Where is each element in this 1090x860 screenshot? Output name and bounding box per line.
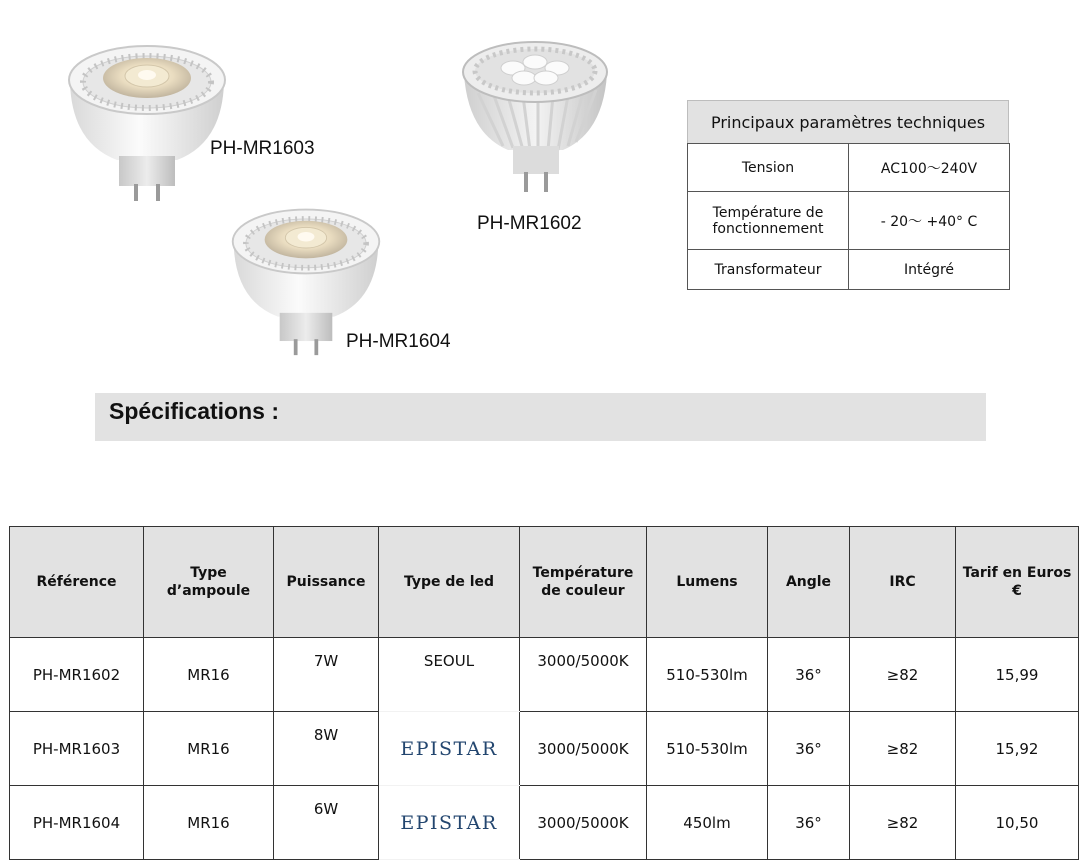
technical-params-table — [687, 100, 1009, 290]
param-row — [688, 250, 1010, 290]
header-color-temperature: Température de couleur — [520, 527, 647, 638]
cell-led-type: SEOUL — [379, 638, 520, 712]
cell-lumens: 450lm — [647, 786, 768, 860]
table-header-row — [10, 527, 1079, 638]
cell-led-type — [379, 786, 520, 860]
cell-bulb-type: MR16 — [144, 786, 274, 860]
cell-irc: ≥82 — [850, 786, 956, 860]
cell-price: 15,92 — [956, 712, 1079, 786]
specifications-title: Spécifications : — [109, 398, 279, 424]
cell-angle: 36° — [768, 786, 850, 860]
param-value: AC100～240V — [849, 144, 1010, 192]
cell-power: 6W — [274, 786, 379, 860]
header-power: Puissance — [274, 527, 379, 638]
cell-irc: ≥82 — [850, 712, 956, 786]
cell-bulb-type: MR16 — [144, 712, 274, 786]
specifications-table — [9, 526, 1079, 860]
cell-reference: PH-MR1602 — [10, 638, 144, 712]
cell-price: 15,99 — [956, 638, 1079, 712]
table-row — [10, 712, 1079, 786]
cell-reference: PH-MR1604 — [10, 786, 144, 860]
param-row — [688, 192, 1010, 250]
cell-color-temperature: 3000/5000K — [520, 786, 647, 860]
header-price: Tarif en Euros € — [956, 527, 1079, 638]
cell-lumens: 510-530lm — [647, 712, 768, 786]
header-bulb-type: Type d’ampoule — [144, 527, 274, 638]
cell-lumens: 510-530lm — [647, 638, 768, 712]
param-name: Transformateur — [688, 250, 849, 290]
epistar-logo: EPISTAR — [400, 737, 498, 760]
product-label-mr1603: PH-MR1603 — [210, 138, 315, 159]
epistar-logo: EPISTAR — [400, 811, 498, 834]
cell-bulb-type: MR16 — [144, 638, 274, 712]
header-lumens: Lumens — [647, 527, 768, 638]
header-reference: Référence — [10, 527, 144, 638]
cell-led-type — [379, 712, 520, 786]
table-row — [10, 638, 1079, 712]
technical-params-title: Principaux paramètres techniques — [687, 100, 1009, 143]
bulb-image-mr1603 — [62, 38, 232, 203]
param-name: Tension — [688, 144, 849, 192]
header-led-type: Type de led — [379, 527, 520, 638]
cell-angle: 36° — [768, 638, 850, 712]
param-row — [688, 144, 1010, 192]
param-value: - 20～ +40° C — [849, 192, 1010, 250]
cell-power: 8W — [274, 712, 379, 786]
table-row — [10, 786, 1079, 860]
param-name: Température de fonctionnement — [688, 192, 849, 250]
header-angle: Angle — [768, 527, 850, 638]
cell-color-temperature: 3000/5000K — [520, 638, 647, 712]
param-value: Intégré — [849, 250, 1010, 290]
cell-reference: PH-MR1603 — [10, 712, 144, 786]
product-label-mr1602: PH-MR1602 — [477, 213, 582, 234]
header-irc: IRC — [850, 527, 956, 638]
cell-price: 10,50 — [956, 786, 1079, 860]
bulb-image-mr1602 — [458, 38, 613, 198]
cell-power: 7W — [274, 638, 379, 712]
product-label-mr1604: PH-MR1604 — [346, 331, 451, 352]
cell-irc: ≥82 — [850, 638, 956, 712]
cell-angle: 36° — [768, 712, 850, 786]
cell-color-temperature: 3000/5000K — [520, 712, 647, 786]
specifications-banner — [95, 393, 986, 441]
